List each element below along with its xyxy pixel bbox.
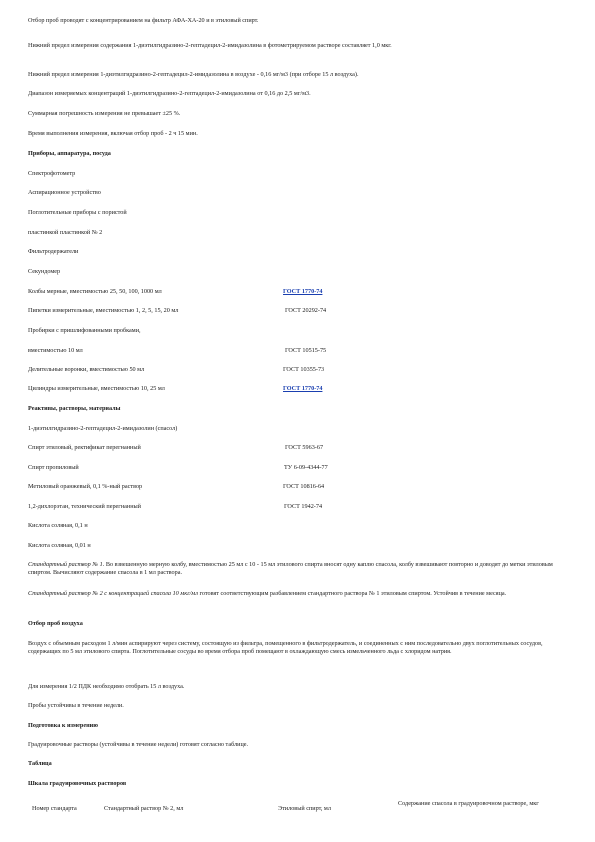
heading-air-sampling: Отбор проб воздуха — [28, 620, 83, 627]
equipment-filter-holders: Фильтродержатели — [28, 248, 79, 255]
standard-propanol: ТУ 6-09-4344-77 — [284, 464, 328, 471]
standard-solution-1-label: Стандартный раствор № 1. — [28, 561, 105, 568]
table-header-cell: Этиловый спирт, мл — [278, 805, 331, 812]
equipment-pipettes: Пипетки измерительные, вместимостью 1, 2, 5, 15, 20 мл — [28, 307, 179, 314]
standard-solution-2-text: готовят соответствующим разбавлением стандартного раствора № 1 этиловым спиртом. Устойчив в течение месяца. — [197, 590, 507, 597]
standard-ethanol: ГОСТ 5963-67 — [285, 444, 324, 451]
reagent-hcl-01: Кислота соляная, 0,1 н — [28, 522, 88, 529]
standard-link-flasks[interactable]: ГОСТ 1770-74 — [283, 288, 323, 295]
equipment-tubes-line-2: вместимостью 10 мл — [28, 347, 83, 354]
equipment-funnels: Делительные воронки, вместимостью 50 мл — [28, 366, 145, 373]
equipment-absorbers-line-1: Поглотительные приборы с пористой — [28, 209, 127, 216]
heading-preparation: Подготовка к измерению — [28, 722, 98, 729]
equipment-aspirator: Аспирационное устройство — [28, 189, 101, 196]
paragraph-calibration: Градуировочные растворы (устойчивы в течение недели) готовят согласно таблице. — [28, 741, 249, 748]
standard-solution-2-label: Стандартный раствор № 2 с концентрацией спасола 10 мкг/мл — [28, 590, 198, 597]
table-header-cell: Номер стандарта — [32, 805, 77, 812]
standard-link-cylinders[interactable]: ГОСТ 1770-74 — [283, 385, 323, 392]
paragraph-pdk: Для измерения 1/2 ПДК необходимо отобрать 15 л воздуха. — [28, 683, 185, 690]
standard-solution-1-text: Во взвешенную мерную колбу, вместимостью 25 мл с 10 - 15 мл этилового спирта вносят одну каплю спасола, колбу взвешивают повторно и доводят до метки этиловым спиртом. Вычисляют содержание спасола в 1 мл раствора. — [28, 561, 553, 576]
paragraph-error: Суммарная погрешность измерения не превышает ±25 %. — [28, 110, 181, 117]
paragraph-time: Время выполнения измерения, включая отбор проб - 2 ч 15 мин. — [28, 130, 198, 137]
reagent-methyl-orange: Метиловый оранжевый, 0,1 %-ный раствор — [28, 483, 143, 490]
paragraph-standard-solution-1 — [28, 561, 558, 577]
reagent-dichloroethane: 1,2-дихлорэтан, технический перегнанный — [28, 503, 141, 510]
standard-tubes: ГОСТ 10515-75 — [285, 347, 327, 354]
equipment-flasks: Колбы мерные, вместимостью 25, 50, 100, 1000 мл — [28, 288, 162, 295]
paragraph-lower-limit-solution: Нижний предел измерения содержания 1-диэтилгидразино-2-гептадецил-2-имидазолина в фотометрируемом растворе составляет 1,0 мкг. — [28, 42, 392, 49]
standard-dichloroethane: ГОСТ 1942-74 — [284, 503, 323, 510]
equipment-absorbers-line-2: пластинкой пластинкой № 2 — [28, 229, 103, 236]
equipment-spectrophotometer: Спектрофотометр — [28, 170, 76, 177]
paragraph-stability: Пробы устойчивы в течение недели. — [28, 702, 124, 709]
equipment-cylinders: Цилиндры измерительные, вместимостью 10, 25 мл — [28, 385, 165, 392]
heading-reagents: Реактивы, растворы, материалы — [28, 405, 121, 412]
paragraph-air-sampling: Воздух с объемным расходом 1 л/мин аспирируют через систему, состоящую из фильтра, помещенного в фильтродержатель, и соединенных с ним последовательно двух поглотительных сосудов, содержащих по 5 мл этилового спирта. Поглотительные сосуды во время отбора проб помещают в охлаждающую смесь измельченного льда с хлоридом натрия. — [28, 640, 543, 655]
reagent-propanol: Спирт пропиловый — [28, 464, 79, 471]
heading-equipment: Приборы, аппаратура, посуда — [28, 150, 111, 157]
standard-pipettes: ГОСТ 20292-74 — [285, 307, 327, 314]
heading-calibration-scale: Шкала градуировочных растворов — [28, 780, 127, 787]
reagent-hcl-001: Кислота соляная, 0,01 н — [28, 542, 91, 549]
equipment-stopwatch: Секундомер — [28, 268, 61, 275]
paragraph-lower-limit-air: Нижний предел измерения 1-диэтилгидразино-2-гептадецил-2-имидазолина в воздухе - 0,16 мг/м3 (при отборе 15 л воздуха). — [28, 71, 359, 78]
paragraph-standard-solution-2 — [28, 590, 558, 598]
heading-table: Таблица — [28, 760, 52, 767]
standard-methyl-orange: ГОСТ 10816-64 — [283, 483, 325, 490]
reagent-substance: 1-диэтилгидразино-2-гептадецил-2-имидазолин (спасол) — [28, 425, 178, 432]
equipment-tubes-line-1: Пробирки с пришлифованными пробками, — [28, 327, 141, 334]
table-header-cell: Стандартный раствор № 2, мл — [104, 805, 184, 812]
paragraph-range: Диапазон измеряемых концентраций 1-диэтилгидразино-2-гептадецил-2-имидазолина от 0,16 до 2,5 мг/м3. — [28, 90, 311, 97]
standard-funnels: ГОСТ 10355-73 — [283, 366, 325, 373]
table-header-cell: Содержание спасола в градуировочном растворе, мкг — [398, 800, 539, 807]
paragraph-sampling-method: Отбор проб проводят с концентрированием на фильтр АФА-ХА-20 и в этиловый спирт. — [28, 17, 259, 24]
reagent-ethanol: Спирт этиловый, ректификат перегнанный — [28, 444, 141, 451]
